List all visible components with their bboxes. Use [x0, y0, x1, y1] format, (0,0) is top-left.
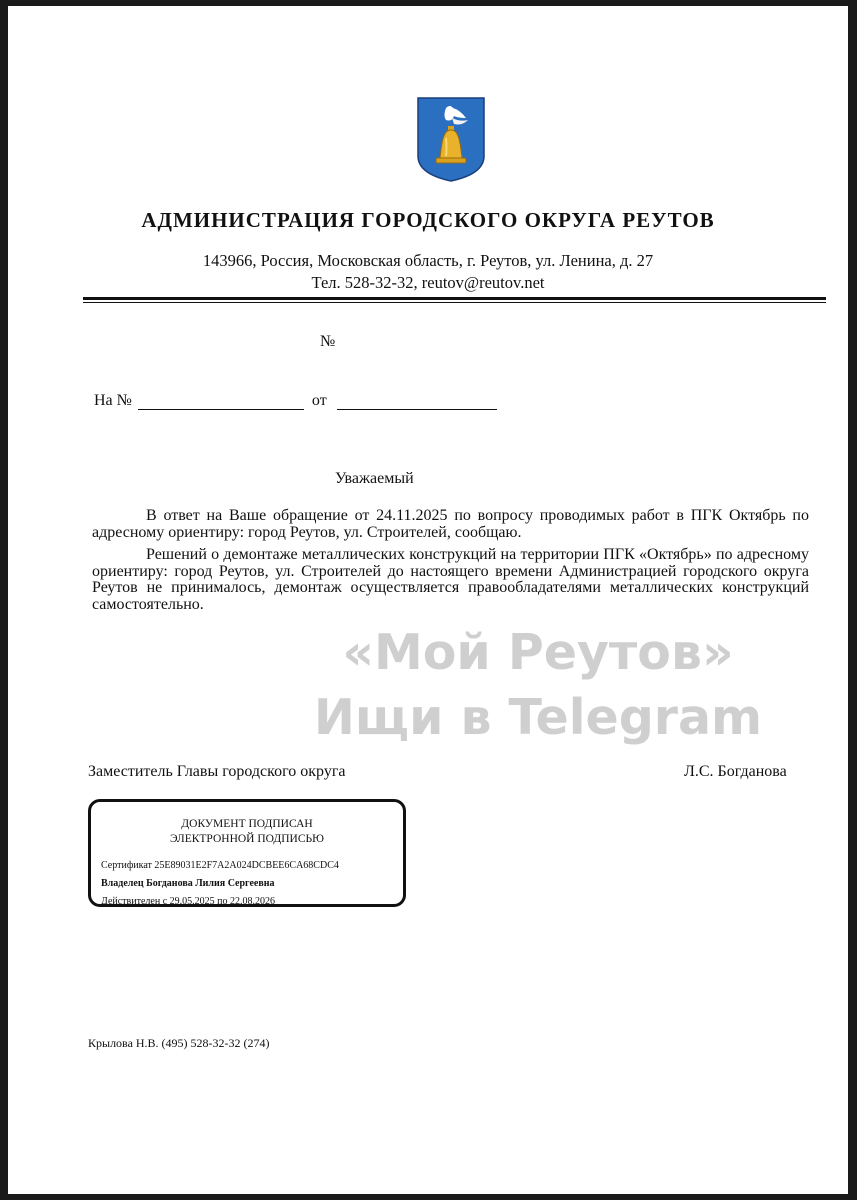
- watermark-line: «Мой Реутов»: [342, 624, 734, 681]
- stamp-owner: Владелец Богданова Лилия Сергеевна: [101, 878, 275, 889]
- stamp-heading: [91, 817, 403, 847]
- stamp-heading-line: ЭЛЕКТРОННОЙ ПОДПИСЬЮ: [170, 833, 324, 845]
- signer-position: Заместитель Главы городского округа: [88, 763, 346, 780]
- outgoing-number-label: №: [320, 333, 336, 350]
- reference-number-label: На №: [94, 392, 132, 409]
- stamp-certificate: Сертификат 25E89031E2F7A2A024DCBEE6CA68CDC4: [101, 860, 339, 871]
- stamp-heading-line: ДОКУМЕНТ ПОДПИСАН: [181, 818, 313, 830]
- organization-name: АДМИНИСТРАЦИЯ ГОРОДСКОГО ОКРУГА РЕУТОВ: [141, 208, 715, 232]
- reference-date-label: от: [311, 392, 327, 409]
- stamp-validity: Действителен с 29.05.2025 по 22.08.2026: [101, 896, 275, 907]
- reference-number-blank: [138, 393, 304, 410]
- organization-contacts: Тел. 528-32-32, reutov@reutov.net: [311, 273, 545, 292]
- reutov-coat-of-arms-icon: [416, 96, 486, 182]
- letter-paragraph: В ответ на Ваше обращение от 24.11.2025 по вопросу проводимых работ в ПГК Октябрь по адресному ориентиру: город Реутов, ул. Строителей, сообщаю.: [92, 507, 809, 541]
- signer-name: Л.С. Богданова: [684, 763, 787, 780]
- executor-contact: Крылова Н.В. (495) 528-32-32 (274): [88, 1036, 270, 1050]
- electronic-signature-stamp: [88, 799, 406, 907]
- header-divider-thin: [83, 302, 826, 303]
- greeting: Уважаемый: [335, 470, 414, 487]
- letter-page: [8, 6, 848, 1194]
- letter-body: [92, 508, 809, 613]
- watermark-line: Ищи в Telegram: [313, 689, 763, 746]
- letter-paragraph: Решений о демонтаже металлических конструкций на территории ПГК «Октябрь» по адресному ориентиру: город Реутов, ул. Строителей до настоящего времени Администрацией городского округа Реутов не принималось, демонтаж осуществляется правообладателями металлических конструкций самостоятельно.: [92, 546, 809, 613]
- header-divider-thick: [83, 297, 826, 300]
- reference-date-blank: [337, 393, 497, 410]
- organization-address: 143966, Россия, Московская область, г. Реутов, ул. Ленина, д. 27: [202, 251, 654, 270]
- reference-line: [94, 392, 497, 410]
